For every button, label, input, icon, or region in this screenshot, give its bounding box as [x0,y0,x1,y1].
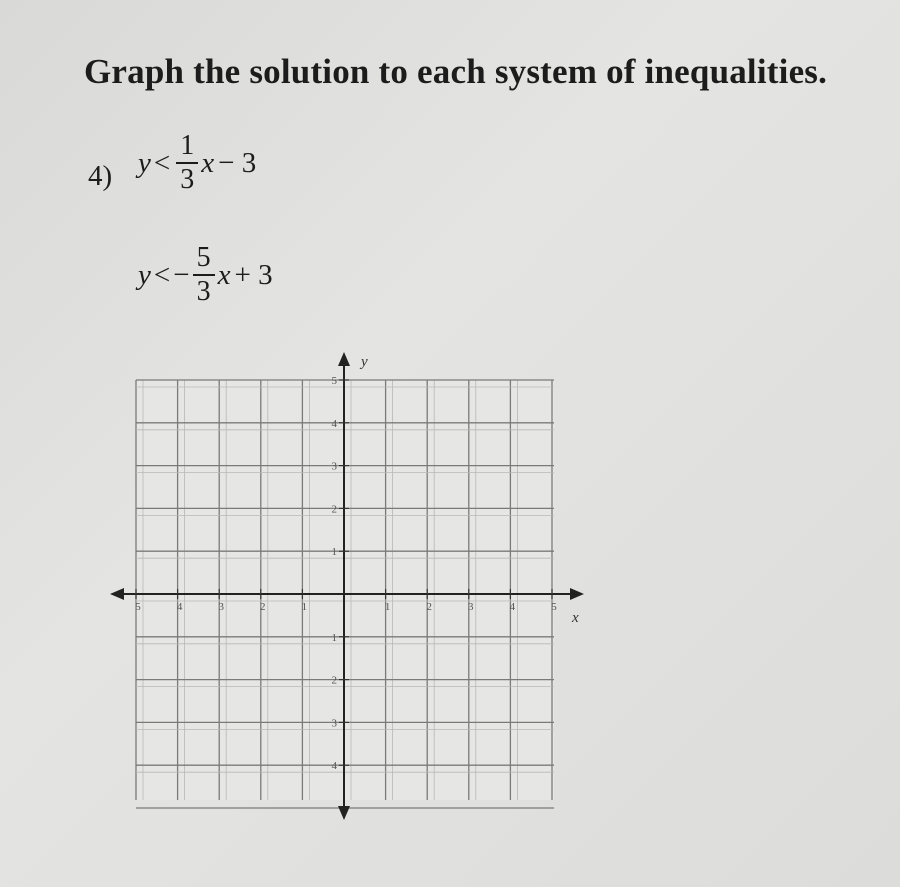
y-tick-label: 2 [331,674,337,687]
y-axis-label: y [361,354,368,370]
x-tick-label: 1 [301,601,308,613]
inequality-2-variable: x [217,258,231,291]
y-tick-label: 5 [331,375,337,387]
y-tick-label: 4 [331,417,337,430]
x-tick-label: 2 [260,601,266,613]
x-tick-label: 4 [509,601,516,613]
x-tick-label: 4 [176,601,183,613]
y-tick-label: 4 [331,760,337,773]
inequality-2-numerator: 5 [196,242,211,273]
x-tick-label: 3 [468,601,474,613]
y-tick-label: 1 [331,631,337,644]
x-tick-label: 1 [384,601,391,613]
inequality-1-numerator: 1 [180,130,195,161]
inequality-2-constant: + 3 [234,258,273,291]
inequality-2-lhs: y [138,258,151,291]
x-tick-label: 5 [551,601,557,613]
inequality-2-symbol: < [153,258,171,291]
x-axis-right-arrow-icon [570,588,584,600]
inequality-2-denominator: 3 [196,276,211,307]
x-tick-label: 3 [218,601,224,613]
x-axis-label: x [572,610,579,626]
y-tick-label: 1 [331,546,337,559]
y-axis-up-arrow-icon [338,352,350,366]
y-axis-down-arrow-icon [338,806,350,820]
inequality-1-denominator: 3 [180,164,195,195]
inequality-1-lhs: y [138,146,151,179]
y-tick-label: 3 [331,460,337,473]
x-tick-label: 5 [135,601,141,613]
x-tick-label: 2 [426,601,432,613]
inequality-1-constant: − 3 [218,146,257,179]
inequality-1-symbol: < [153,146,171,179]
y-tick-label: 3 [331,717,337,730]
inequality-1-variable: x [201,146,215,179]
y-tick-label: 2 [331,503,337,516]
inequality-2-sign: − [173,258,190,291]
x-axis-left-arrow-icon [110,588,124,600]
problem-number: 4) [88,160,113,192]
worksheet-title: Graph the solution to each system of inequalities. [84,52,828,91]
